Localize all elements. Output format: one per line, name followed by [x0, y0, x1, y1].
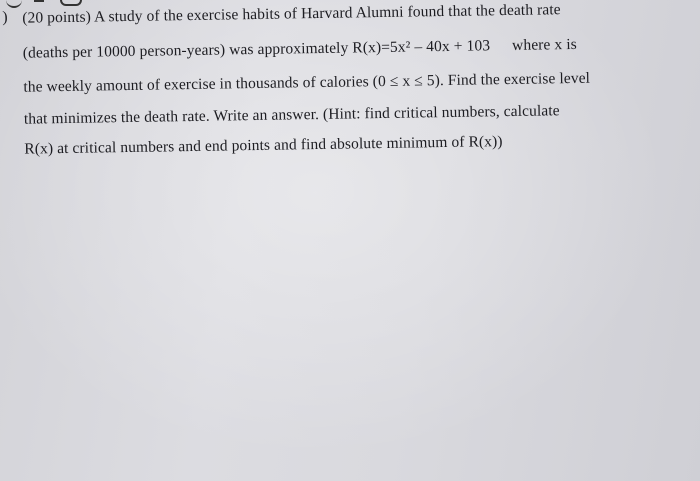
- problem-line-2: [23, 36, 577, 63]
- problem-line-2-tail: where x is: [511, 35, 577, 54]
- problem-text: [0, 0, 700, 200]
- problem-line-1: (20 points) A study of the exercise habits of Harvard Alumni found that the death rate: [22, 1, 561, 27]
- problem-line-3: the weekly amount of exercise in thousands of calories (0 ≤ x ≤ 5). Find the exercise level: [23, 69, 591, 96]
- question-number-paren: ): [2, 8, 8, 26]
- problem-line-5: R(x) at critical numbers and end points and find absolute minimum of R(x)): [24, 133, 503, 158]
- problem-line-4: that minimizes the death rate. Write an answer. (Hint: find critical numbers, calculate: [23, 102, 560, 128]
- problem-line-2-formula: (deaths per 10000 person-years) was approximately R(x)=5x² – 40x + 103: [22, 37, 491, 62]
